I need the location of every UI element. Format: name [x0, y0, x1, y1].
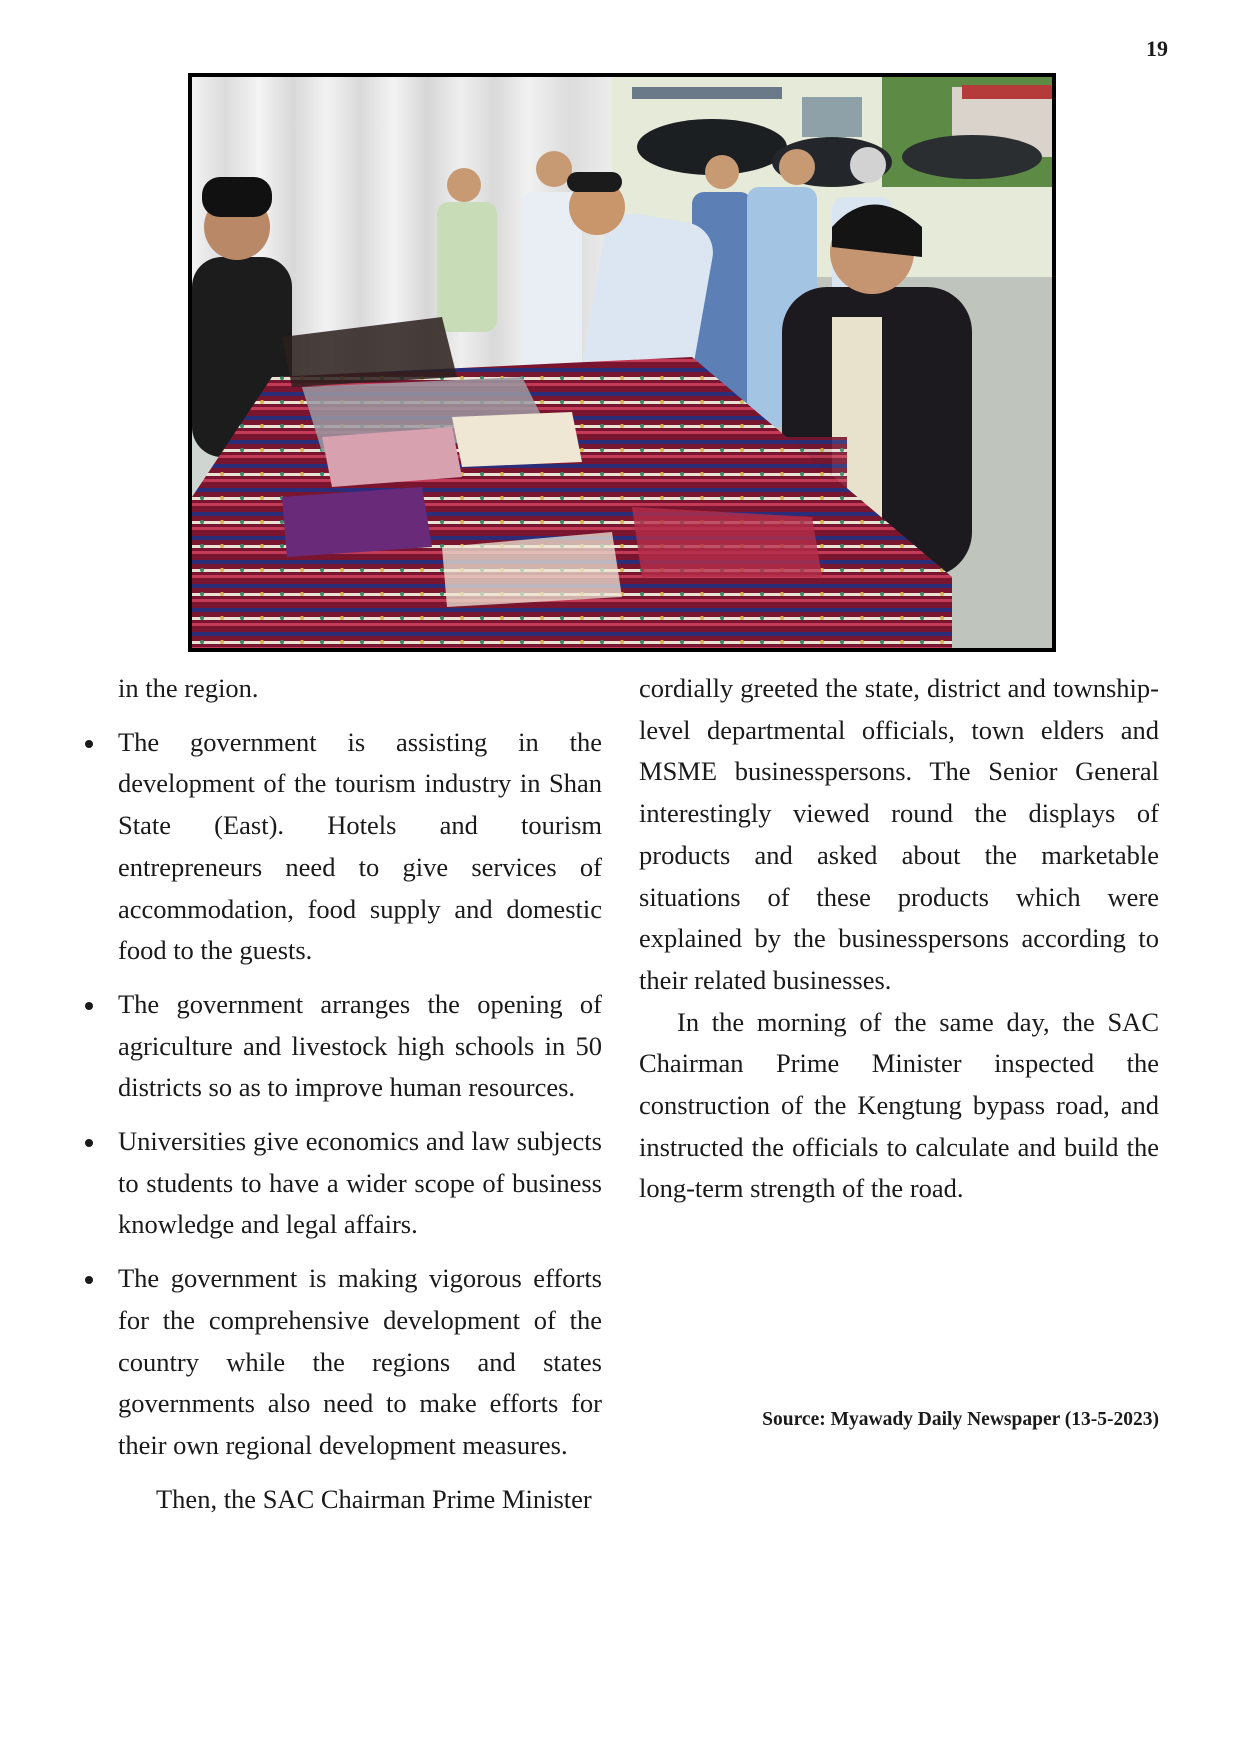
right-paragraph-1: cordially greeted the state, district and township-level departmental officials, town elders and MSME businesspersons. The Senior General interestingly viewed round the displays of products and asked about the marketable situations of these products which were explained by the businesspersons according to their related businesses. [639, 673, 1159, 995]
left-closing-paragraph: Then, the SAC Chairman Prime Minister [156, 1483, 592, 1514]
right-column [639, 668, 1159, 1210]
photo-illustration [192, 77, 1052, 648]
bullet-item: The government is making vigorous efforts for the comprehensive development of the country while the regions and states governments also need to make efforts for their own regional development measures. [118, 1258, 602, 1467]
page-number: 19 [1146, 36, 1168, 61]
bullet-list [118, 722, 602, 1467]
bullet-item: The government arranges the opening of agriculture and livestock high schools in 50 districts so as to improve human resources. [118, 984, 602, 1109]
left-column [118, 668, 602, 1520]
bullet-item: Universities give economics and law subjects to students to have a wider scope of business knowledge and legal affairs. [118, 1121, 602, 1246]
bullet-item: The government is assisting in the development of the tourism industry in Shan State (East). Hotels and tourism entrepreneurs need to give services of accommodation, food supply and domestic food to the guests. [118, 722, 602, 972]
source-citation: Source: Myawady Daily Newspaper (13-5-2023) [762, 1409, 1159, 1430]
right-paragraph-2: In the morning of the same day, the SAC Chairman Prime Minister inspected the construction of the Kengtung bypass road, and instructed the officials to calculate and build the long-term strength of the road. [639, 1006, 1159, 1204]
left-continuation-text: in the region. [118, 673, 259, 703]
news-photo [188, 73, 1056, 652]
